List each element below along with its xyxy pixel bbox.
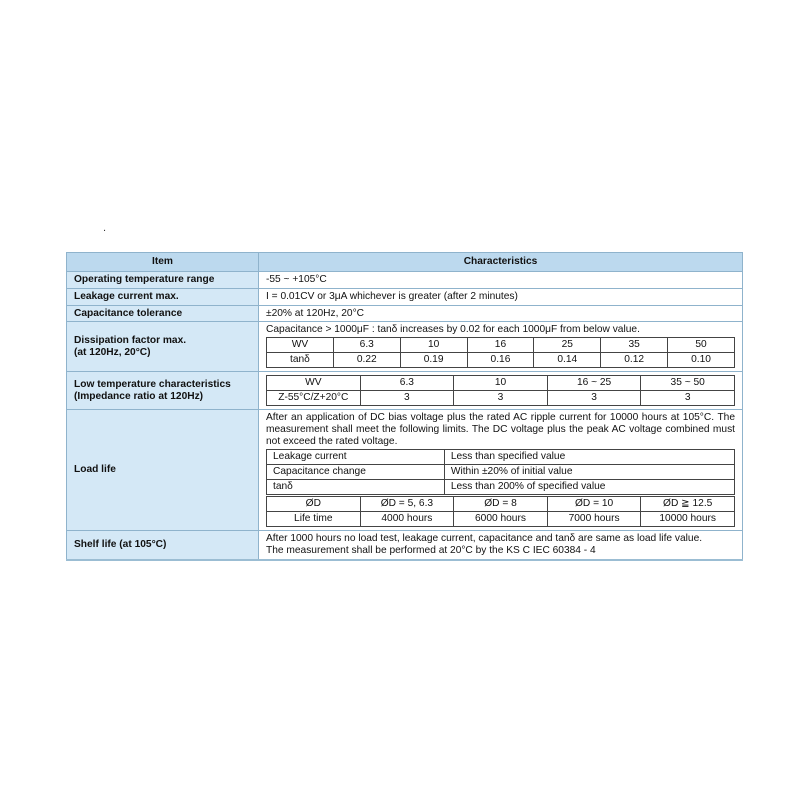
low-temperature-z-label: Z-55°C/Z+20°C <box>267 391 361 406</box>
low-temperature-wv-row <box>267 376 735 391</box>
shelf-life-line-2: The measurement shall be performed at 20°C by the KS C IEC 60384 - 4 <box>266 545 596 557</box>
dissipation-wv-cell: 10 <box>400 338 467 353</box>
life-time-hours-row <box>267 512 735 527</box>
limit-name: Capacitance change <box>267 465 445 480</box>
life-time-table <box>266 496 735 527</box>
table-header-row <box>67 253 743 272</box>
label-dissipation-line-1: Dissipation factor max. <box>74 335 187 347</box>
header-item: Item <box>67 253 259 272</box>
label-capacitance-tolerance: Capacitance tolerance <box>67 305 259 322</box>
life-time-d-cell: ØD ≧ 12.5 <box>641 497 735 512</box>
dissipation-wv-cell: 25 <box>534 338 601 353</box>
label-low-temperature-line-1: Low temperature characteristics <box>74 378 231 390</box>
life-time-d-cell: ØD = 8 <box>454 497 548 512</box>
row-dissipation-factor <box>67 322 743 372</box>
label-low-temperature <box>67 372 259 410</box>
dissipation-table <box>266 337 735 368</box>
dissipation-tan-cell: 0.19 <box>400 353 467 368</box>
low-temperature-wv-cell: 16 ~ 25 <box>547 376 641 391</box>
row-shelf-life <box>67 531 743 560</box>
load-life-para-1: After an application of DC bias voltage plus the rated AC ripple current for 10000 hours at 105°C. <box>266 412 715 424</box>
life-time-cell: 7000 hours <box>547 512 641 527</box>
header-characteristics: Characteristics <box>259 253 743 272</box>
low-temperature-z-cell: 3 <box>547 391 641 406</box>
dissipation-tan-cell: 0.16 <box>467 353 534 368</box>
load-life-para-2: The measurement shall meet the following limits. The DC voltage plus the peak AC voltage combined must not exceed the rated voltage. <box>266 412 735 447</box>
row-load-life <box>67 410 743 531</box>
low-temperature-z-cell: 3 <box>641 391 735 406</box>
characteristics-table <box>66 252 743 561</box>
limit-value: Less than specified value <box>444 450 734 465</box>
shelf-life-line-1: After 1000 hours no load test, leakage current, capacitance and tanδ are same as load life value. <box>266 533 703 545</box>
stray-mark: . <box>103 222 107 234</box>
dissipation-tan-cell: 0.22 <box>333 353 400 368</box>
load-life-limit-row <box>267 480 735 495</box>
value-operating-temperature: -55 ~ +105°C <box>259 272 743 289</box>
value-leakage-current: I = 0.01CV or 3μA whichever is greater (after 2 minutes) <box>259 289 743 306</box>
life-time-d-label: ØD <box>267 497 361 512</box>
low-temperature-z-cell: 3 <box>454 391 548 406</box>
life-time-cell: 10000 hours <box>641 512 735 527</box>
dissipation-wv-cell: 16 <box>467 338 534 353</box>
low-temperature-z-cell: 3 <box>360 391 454 406</box>
label-low-temperature-line-2: (Impedance ratio at 120Hz) <box>74 390 204 402</box>
value-low-temperature <box>259 372 743 410</box>
load-life-limit-row <box>267 450 735 465</box>
value-shelf-life <box>259 531 743 560</box>
row-low-temperature <box>67 372 743 410</box>
label-dissipation-factor <box>67 322 259 372</box>
label-leakage-current: Leakage current max. <box>67 289 259 306</box>
label-dissipation-line-2: (at 120Hz, 20°C) <box>74 346 151 358</box>
dissipation-tan-cell: 0.12 <box>601 353 668 368</box>
low-temperature-wv-cell: 6.3 <box>360 376 454 391</box>
life-time-label: Life time <box>267 512 361 527</box>
limit-name: Leakage current <box>267 450 445 465</box>
value-load-life <box>259 410 743 531</box>
row-operating-temperature <box>67 272 743 289</box>
label-shelf-life: Shelf life (at 105°C) <box>67 531 259 560</box>
dissipation-wv-label: WV <box>267 338 334 353</box>
dissipation-wv-cell: 35 <box>601 338 668 353</box>
load-life-paragraph <box>266 412 735 447</box>
value-dissipation-factor <box>259 322 743 372</box>
low-temperature-z-row <box>267 391 735 406</box>
value-capacitance-tolerance: ±20% at 120Hz, 20°C <box>259 305 743 322</box>
low-temperature-wv-cell: 35 ~ 50 <box>641 376 735 391</box>
dissipation-tan-row <box>267 353 735 368</box>
load-life-limit-row <box>267 465 735 480</box>
life-time-d-cell: ØD = 5, 6.3 <box>360 497 454 512</box>
label-operating-temperature: Operating temperature range <box>67 272 259 289</box>
row-leakage-current <box>67 289 743 306</box>
dissipation-wv-row <box>267 338 735 353</box>
dissipation-note: Capacitance > 1000μF : tanδ increases by 0.02 for each 1000μF from below value. <box>266 324 640 336</box>
row-capacitance-tolerance <box>67 305 743 322</box>
life-time-d-cell: ØD = 10 <box>547 497 641 512</box>
low-temperature-table <box>266 375 735 406</box>
load-life-limits-table <box>266 449 735 495</box>
low-temperature-wv-label: WV <box>267 376 361 391</box>
limit-name: tanδ <box>267 480 445 495</box>
life-time-cell: 6000 hours <box>454 512 548 527</box>
label-load-life: Load life <box>67 410 259 531</box>
dissipation-tan-cell: 0.14 <box>534 353 601 368</box>
dissipation-tan-cell: 0.10 <box>668 353 735 368</box>
dissipation-wv-cell: 6.3 <box>333 338 400 353</box>
life-time-cell: 4000 hours <box>360 512 454 527</box>
life-time-d-row <box>267 497 735 512</box>
dissipation-tan-label: tanδ <box>267 353 334 368</box>
low-temperature-wv-cell: 10 <box>454 376 548 391</box>
limit-value: Less than 200% of specified value <box>444 480 734 495</box>
limit-value: Within ±20% of initial value <box>444 465 734 480</box>
dissipation-wv-cell: 50 <box>668 338 735 353</box>
